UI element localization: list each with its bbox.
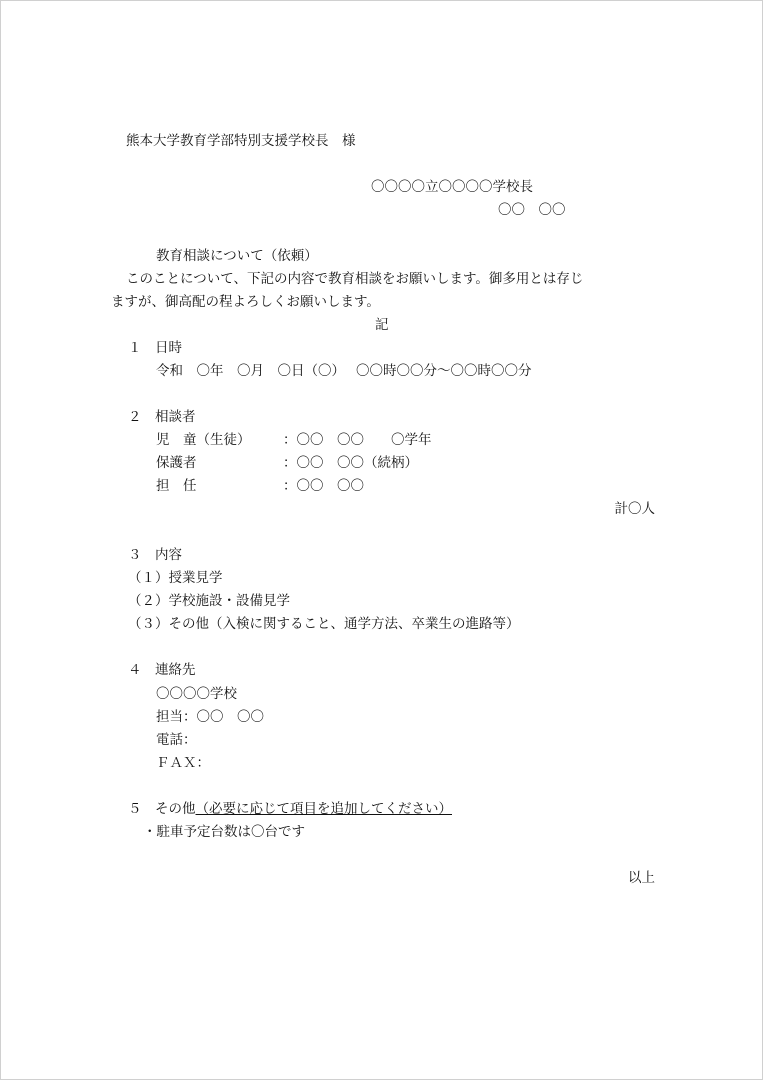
section5-heading-row xyxy=(128,800,452,818)
contact-person: 担当：〇〇 〇〇 xyxy=(156,709,264,725)
consultee-value-child: ：〇〇 〇〇 〇学年 xyxy=(283,432,432,448)
section1-datetime: 令和 〇年 〇月 〇日（〇） 〇〇時〇〇分～〇〇時〇〇分 xyxy=(156,363,532,379)
section1-heading: １ 日時 xyxy=(128,340,182,356)
content-item-3: （３）その他（入検に関すること、通学方法、卒業生の進路等） xyxy=(128,616,520,632)
closing: 以上 xyxy=(628,870,655,886)
sender-name: 〇〇 〇〇 xyxy=(498,202,566,218)
body-line-1: このことについて、下記の内容で教育相談をお願いします。御多用とは存じ xyxy=(126,271,584,287)
consultee-value-guardian: ：〇〇 〇〇（続柄） xyxy=(283,455,418,471)
contact-fax: ＦＡＸ： xyxy=(156,755,210,771)
ki-marker: 記 xyxy=(375,317,389,333)
content-item-1: （１）授業見学 xyxy=(128,570,223,586)
contact-phone: 電話： xyxy=(156,732,197,748)
section5-heading: ５ その他 xyxy=(128,801,196,817)
section2-heading: ２ 相談者 xyxy=(128,409,196,425)
consultee-value-teacher: ：〇〇 〇〇 xyxy=(283,478,364,494)
contact-school: 〇〇〇〇学校 xyxy=(156,686,237,702)
section4-heading: ４ 連絡先 xyxy=(128,662,196,678)
consultee-total: 計〇人 xyxy=(614,501,655,517)
sender-school: 〇〇〇〇立〇〇〇〇学校長 xyxy=(371,179,533,195)
section5-note: （必要に応じて項目を追加してください） xyxy=(195,801,452,817)
content-item-2: （２）学校施設・設備見学 xyxy=(128,593,290,609)
addressee: 熊本大学教育学部特別支援学校長 様 xyxy=(126,133,356,149)
body-line-2: ますが、御高配の程よろしくお願いします。 xyxy=(111,294,380,310)
consultee-label-child: 児 童（生徒） xyxy=(156,432,251,448)
section5-item: ・駐車予定台数は〇台です xyxy=(143,824,305,840)
consultee-label-teacher: 担 任 xyxy=(156,478,197,494)
section3-heading: ３ 内容 xyxy=(128,547,182,563)
consultee-label-guardian: 保護者 xyxy=(156,455,197,471)
subject: 教育相談について（依頼） xyxy=(156,248,318,264)
